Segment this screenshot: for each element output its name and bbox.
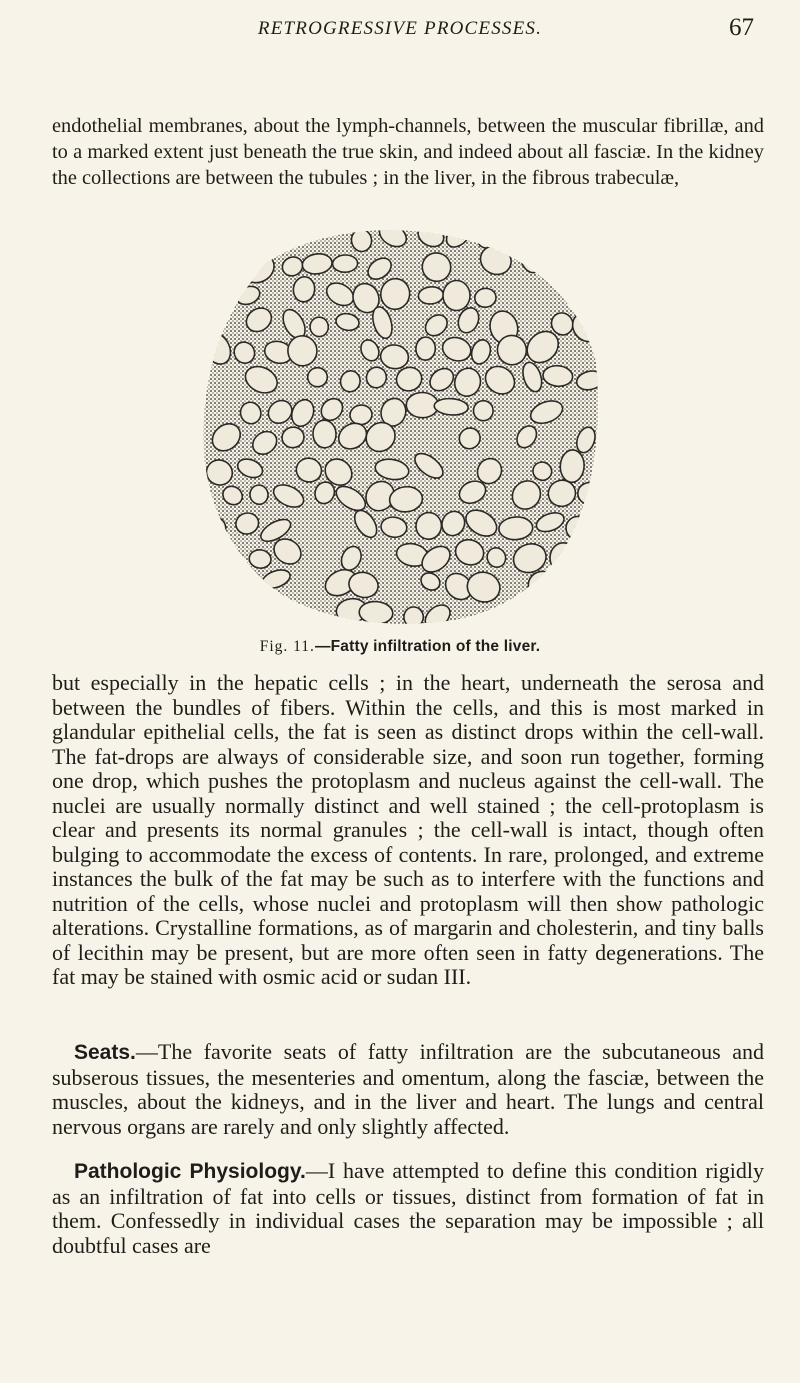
figure-label: Fig. 11.: [259, 638, 315, 655]
fat-globule: [212, 544, 240, 574]
fat-globule: [549, 600, 577, 624]
fat-globule: [559, 222, 592, 252]
heading-seats: Seats.: [74, 1041, 136, 1064]
fat-globule: [560, 565, 588, 595]
fat-globule: [580, 548, 600, 571]
page-number: 67: [729, 14, 754, 41]
heading-pathologic-physiology: Pathologic Physiology.: [74, 1160, 306, 1183]
fat-globule: [578, 248, 602, 273]
fat-globule: [415, 336, 436, 360]
fat-globule: [227, 222, 260, 248]
fat-globule: [247, 597, 273, 622]
fat-globule: [549, 542, 577, 573]
paragraph-seats: [52, 1040, 764, 1139]
fat-globule: [267, 222, 284, 248]
paragraph-pathologic-physiology: [52, 1159, 764, 1258]
fat-globule: [571, 603, 601, 628]
fat-globule: [332, 255, 358, 273]
fat-globule: [473, 400, 494, 422]
fatty-liver-illustration: [198, 222, 602, 628]
page-header: [40, 14, 760, 54]
fat-globule: [559, 449, 584, 483]
fat-globule: [532, 222, 559, 256]
fat-globule: [511, 603, 547, 628]
fat-globule: [547, 254, 567, 272]
figure-caption: [40, 638, 760, 656]
figure-caption-text: —Fatty infiltration of the liver.: [314, 638, 541, 655]
paragraph-2: but especially in the hepatic cells ; in the heart, underneath the serosa and between the bundles of fibers. Within the cells, and this is most marked in glandular epithelial cells, the fat is seen as distinct drops within the cell-wall. The fat-drops are always of considerable size, and soon run together, forming one drop, which pushes the protoplasm and nucleus against the cell-wall. The nuclei are usually normally distinct and well stained ; the cell-protoplasm is clear and presents its normal granules ; the cell-wall is intact, though often bulging to accommodate the excess of contents. In rare, prolonged, and extreme instances the bulk of the fat may be such as to interfere with the functions and nutrition of the cells, whose nuclei and protoplasm will then show pathologic alterations. Crystalline formations, as of margarin and cholesterin, and tiny balls of lecithin may be present, but are more often seen in fatty degenerations. The fat may be stained with osmic acid or sudan III.: [52, 670, 764, 989]
fat-globule: [198, 283, 228, 310]
fat-globule: [308, 368, 328, 387]
figure-fatty-liver: [198, 222, 602, 628]
fat-globule: [443, 281, 470, 311]
fat-globule: [404, 607, 424, 628]
fat-globule: [504, 222, 532, 243]
running-head: RETROGRESSIVE PROCESSES.: [257, 18, 543, 39]
fat-globule: [310, 317, 329, 337]
paragraph-seats-body: —The favorite seats of fatty infiltration are the subcutaneous and subserous tissues, the mesenteries and omentum, along the fasciæ, between the muscles, about the kidneys, and in the liver and heart. The lungs and central nervous organs are rarely and only slightly affected.: [52, 1039, 764, 1139]
paragraph-pathologic-physiology-body: —I have attempted to define this condition rigidly as an infiltration of fat into cells or tissues, distinct from formation of fat in them. Confessedly in individual cases the separation may be impossible ; all doubtful cases are: [52, 1158, 764, 1258]
fat-globule: [312, 420, 336, 449]
paragraph-1: endothelial membranes, about the lymph-channels, between the muscular fibrillæ, and to a marked extent just beneath the true skin, and indeed about all fasciæ. In the kidney the collections are between the tubules ; in the liver, in the fibrous trabeculæ,: [52, 115, 764, 189]
